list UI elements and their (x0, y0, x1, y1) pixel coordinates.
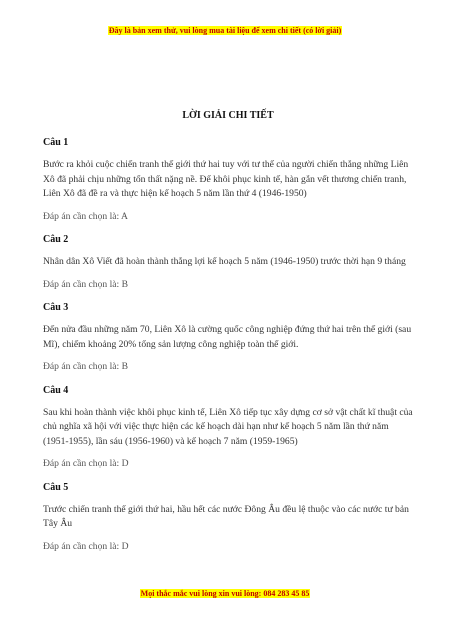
question-4 (43, 385, 413, 472)
question-answer: Đáp án cần chọn là: B (43, 361, 128, 372)
document-title: LỜI GIẢI CHI TIẾT (182, 110, 274, 121)
question-label: Câu 2 (43, 234, 69, 245)
question-2 (43, 234, 413, 292)
question-label: Câu 5 (43, 481, 69, 493)
question-answer: Đáp án cần chọn là: B (43, 278, 128, 290)
question-answer: Đáp án cần chọn là: D (43, 540, 129, 552)
preview-notice-banner (0, 26, 450, 35)
contact-notice-text: Mọi thắc mắc vui lòng xin vui lòng: 084 283 45 85 (140, 589, 310, 598)
question-label: Câu 3 (43, 302, 69, 313)
question-label: Câu 1 (43, 137, 69, 148)
question-explanation: Đến nửa đầu những năm 70, Liên Xô là cường quốc công nghiệp đứng thứ hai trên thế giới (sau Mĩ), chiếm khoảng 20% tổng sản lượng công nghiệp toàn thế giới. (43, 324, 412, 350)
question-explanation: Bước ra khỏi cuộc chiến tranh thế giới thứ hai tuy với tư thế của người chiến thắng những Liên Xô đã phải chịu những tổn thất nặng nề. Để khôi phục kinh tế, hàn gắn vết thương chiến tranh, Liên Xô đã đề ra và thực hiện kế hoạch 5 năm lần thứ 4 (1946-1950) (43, 159, 409, 199)
question-5 (43, 482, 413, 555)
question-answer: Đáp án cần chọn là: D (43, 458, 129, 469)
question-explanation: Trước chiến tranh thế giới thứ hai, hầu hết các nước Đông Âu đều lệ thuộc vào các nước tư bản Tây Âu (43, 503, 409, 529)
preview-notice-text: Đây là bản xem thử, vui lòng mua tài liệu để xem chi tiết (có lời giải) (108, 26, 342, 35)
question-3 (43, 302, 413, 375)
document-body (43, 110, 413, 554)
question-label: Câu 4 (43, 384, 69, 396)
contact-notice-banner (0, 589, 450, 598)
question-1 (43, 137, 413, 224)
question-answer: Đáp án cần chọn là: A (43, 210, 128, 222)
question-explanation: Nhân dân Xô Viết đã hoàn thành thắng lợi kế hoạch 5 năm (1946-1950) trước thời hạn 9 tháng (43, 256, 406, 267)
question-explanation: Sau khi hoàn thành việc khôi phục kinh tế, Liên Xô tiếp tục xây dựng cơ sở vật chất kĩ thuật của chủ nghĩa xã hội với việc thực hiện các kế hoạch dài hạn như kế hoạch 5 năm lần thứ năm (1951-1955), lần sáu (1956-1960) và kế hoạch 7 năm (1959-1965) (43, 406, 413, 447)
